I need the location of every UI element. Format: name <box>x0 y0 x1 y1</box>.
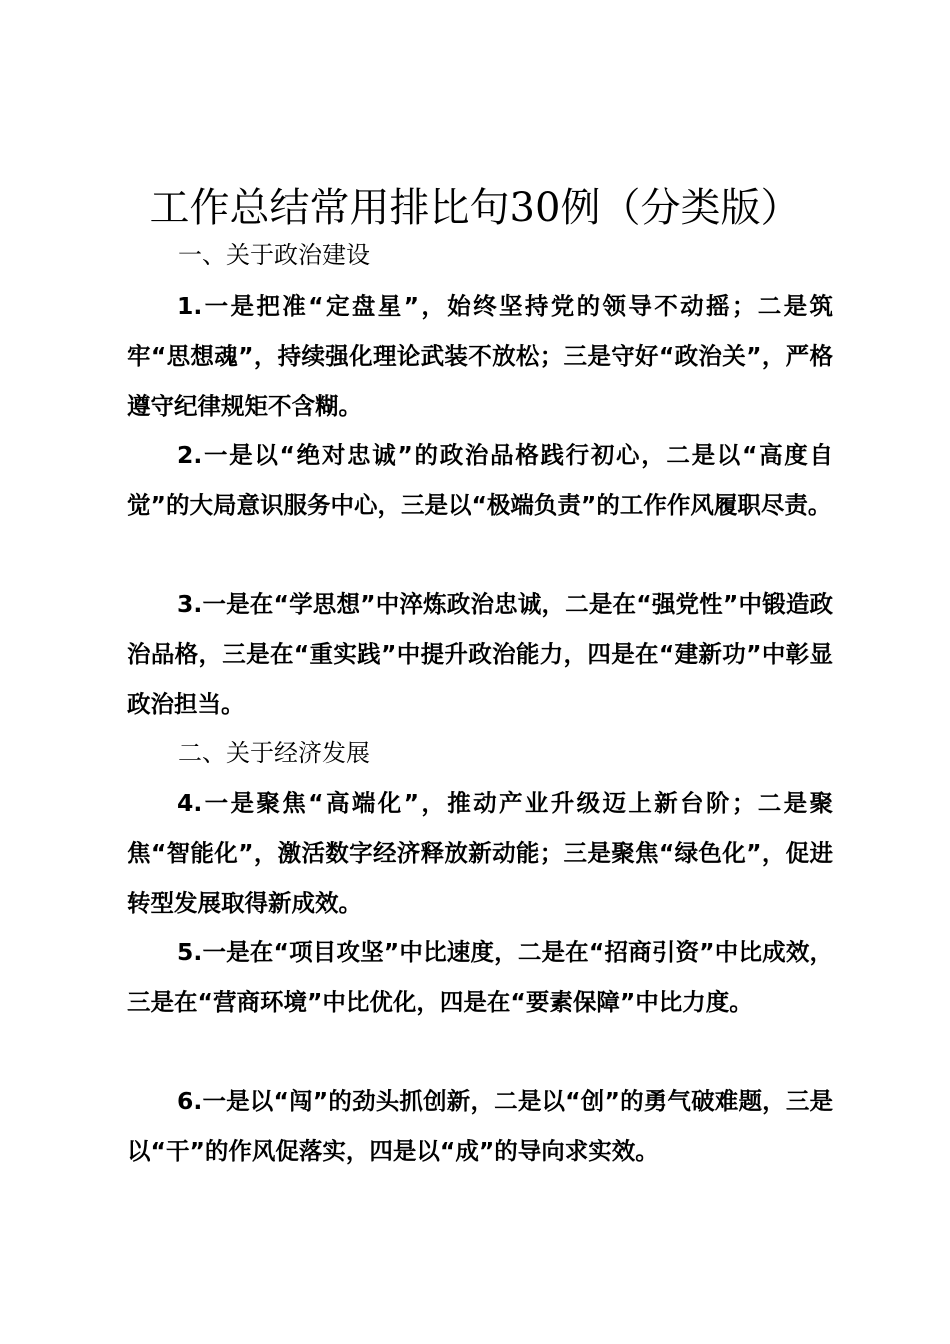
list-item-5: 5.一是在“项目攻坚”中比速度，二是在“招商引资”中比成效，三是在“营商环境”中比优化，四是在“要素保障”中比力度。 <box>127 938 833 1016</box>
document-title: 工作总结常用排比句30例（分类版） <box>149 185 801 231</box>
list-item-1: 1.一是把准“定盘星”，始终坚持党的领导不动摇；二是筑牢“思想魂”，持续强化理论武装不放松；三是守好“政治关”，严格遵守纪律规矩不含糊。 <box>127 292 833 420</box>
section-heading-economy: 二、关于经济发展 <box>178 739 370 767</box>
list-item-6: 6.一是以“闯”的劲头抓创新，二是以“创”的勇气破难题，三是以“干”的作风促落实，四是以“成”的导向求实效。 <box>127 1087 833 1165</box>
list-item-3: 3.一是在“学思想”中淬炼政治忠诚，二是在“强党性”中锻造政治品格，三是在“重实践”中提升政治能力，四是在“建新功”中彰显政治担当。 <box>127 590 833 718</box>
section-heading-politics: 一、关于政治建设 <box>178 241 370 269</box>
list-item-4: 4.一是聚焦“高端化”，推动产业升级迈上新台阶；二是聚焦“智能化”，激活数字经济释放新动能；三是聚焦“绿色化”，促进转型发展取得新成效。 <box>127 789 833 917</box>
list-item-2: 2.一是以“绝对忠诚”的政治品格践行初心，二是以“高度自觉”的大局意识服务中心，三是以“极端负责”的工作作风履职尽责。 <box>127 441 833 519</box>
